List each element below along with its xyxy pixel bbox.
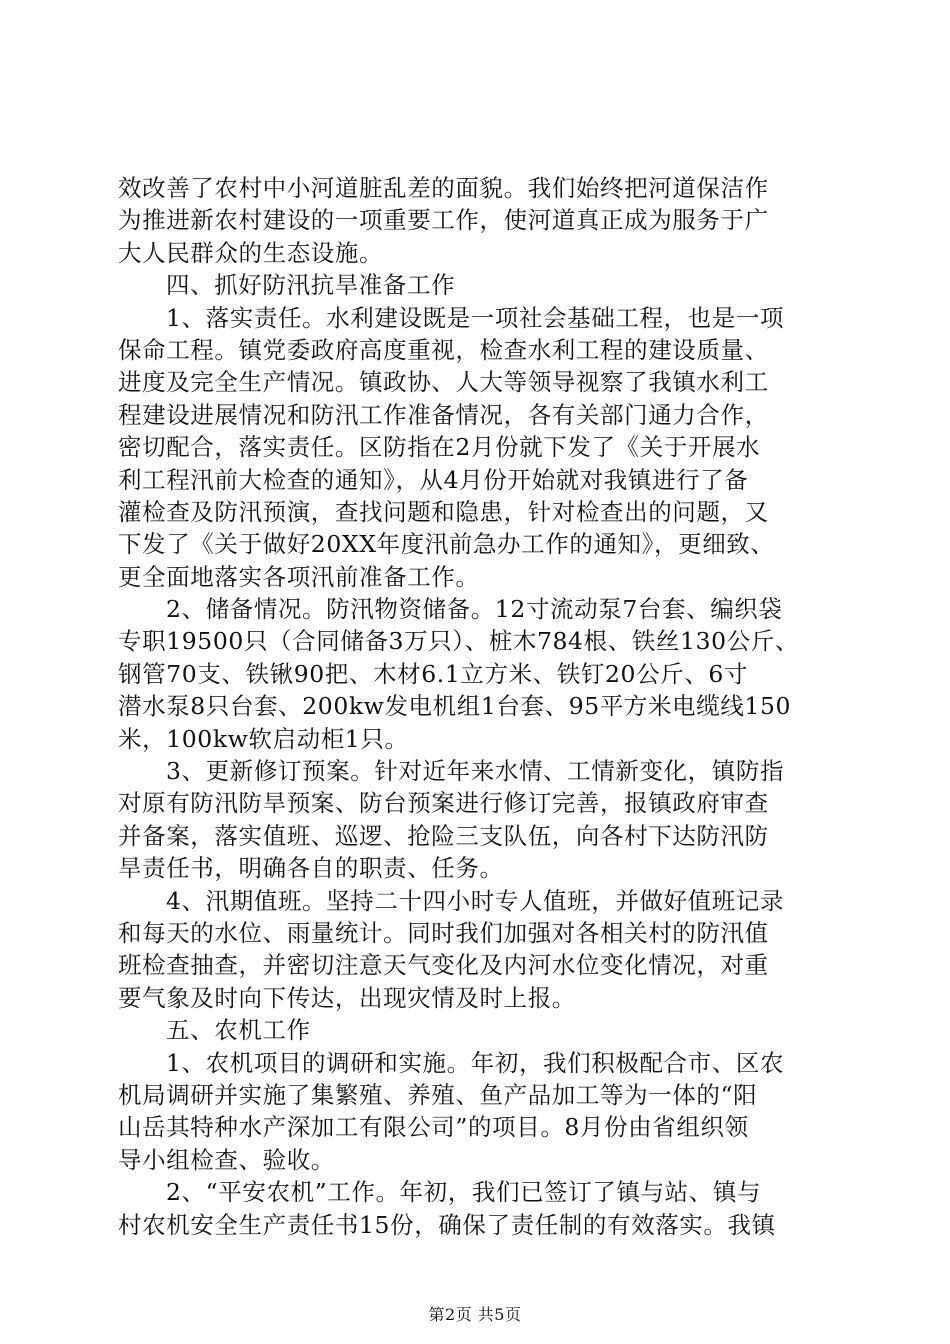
text-line: 1、落实责任。水利建设既是一项社会基础工程，也是一项 <box>166 303 785 332</box>
text-line: 村农机安全生产责任书15份，确保了责任制的有效落实。我镇 <box>118 1210 776 1239</box>
text-line: 山岳其特种水产深加工有限公司”的项目。8月份由省组织领 <box>118 1113 749 1142</box>
text-line: 2、储备情况。防汛物资储备。12寸流动泵7台套、编织袋 <box>166 595 783 624</box>
text-line: 4、汛期值班。坚持二十四小时专人值班，并做好值班记录 <box>166 886 785 915</box>
text-line: 和每天的水位、雨量统计。同时我们加强对各相关村的防汛值 <box>118 918 769 947</box>
text-line: 四、抓好防汛抗旱准备工作 <box>166 271 456 300</box>
text-line: 米，100kw软启动柜1只。 <box>118 724 409 753</box>
text-line: 更全面地落实各项汛前准备工作。 <box>118 562 480 591</box>
text-line: 利工程汛前大检查的通知》，从4月份开始就对我镇进行了备 <box>118 465 749 494</box>
text-line: 3、更新修订预案。针对近年来水情、工情新变化，镇防指 <box>166 757 785 786</box>
text-line: 旱责任书，明确各自的职责、任务。 <box>118 854 504 883</box>
text-line: 2、“平安农机”工作。年初，我们已签订了镇与站、镇与 <box>166 1178 762 1207</box>
text-line: 潜水泵8只台套、200kw发电机组1台套、95平方米电缆线150 <box>118 692 792 721</box>
text-line: 下发了《关于做好20XX年度汛前急办工作的通知》，更细致、 <box>118 530 775 559</box>
text-line: 对原有防汛防旱预案、防台预案进行修订完善，报镇政府审查 <box>118 789 769 818</box>
text-line: 1、农机项目的调研和实施。年初，我们积极配合市、区农 <box>166 1048 785 1077</box>
text-line: 钢管70支、铁锹90把、木材6.1立方米、铁钉20公斤、6寸 <box>118 659 749 688</box>
text-line: 大人民群众的生态设施。 <box>118 238 384 267</box>
text-line: 保命工程。镇党委政府高度重视，检查水利工程的建设质量、 <box>118 335 769 364</box>
text-line: 专职19500只（合同储备3万只）、桩木784根、铁丝130公斤、 <box>118 627 799 656</box>
text-line: 密切配合，落实责任。区防指在2月份就下发了《关于开展水 <box>118 433 761 462</box>
text-line: 为推进新农村建设的一项重要工作，使河道真正成为服务于广 <box>118 206 769 235</box>
text-line: 效改善了农村中小河道脏乱差的面貌。我们始终把河道保洁作 <box>118 174 769 202</box>
text-line: 机局调研并实施了集繁殖、养殖、鱼产品加工等为一体的“阳 <box>118 1080 758 1109</box>
text-line: 导小组检查、验收。 <box>118 1145 335 1174</box>
text-line: 要气象及时向下传达，出现灾情及时上报。 <box>118 983 576 1012</box>
document-body <box>118 172 834 1241</box>
page-footer: 第2页 共5页 <box>428 1305 522 1324</box>
text-line: 并备案，落实值班、巡逻、抢险三支队伍，向各村下达防汛防 <box>118 821 769 850</box>
text-line: 程建设进展情况和防汛工作准备情况，各有关部门通力合作， <box>118 400 769 429</box>
text-line: 五、农机工作 <box>166 1016 311 1045</box>
text-line: 班检查抽查，并密切注意天气变化及内河水位变化情况，对重 <box>118 951 769 980</box>
text-line: 灌检查及防汛预演，查找问题和隐患，针对检查出的问题，又 <box>118 497 769 526</box>
text-line: 进度及完全生产情况。镇政协、人大等领导视察了我镇水利工 <box>118 368 769 397</box>
